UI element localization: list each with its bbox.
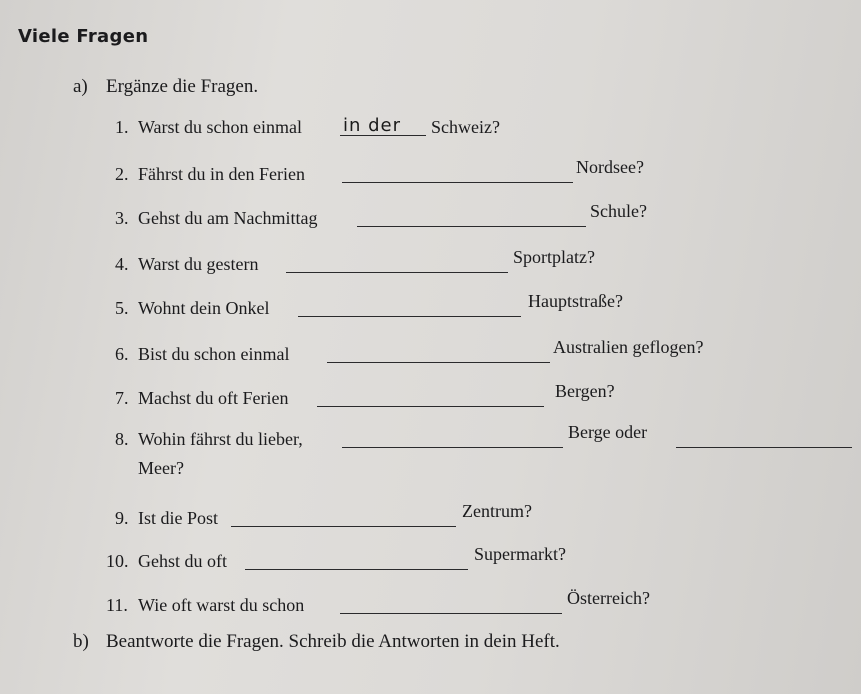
answer-blank[interactable] bbox=[342, 182, 573, 183]
answer-blank[interactable] bbox=[298, 316, 521, 317]
question-3 bbox=[0, 195, 800, 235]
question-suffix: Supermarkt? bbox=[474, 544, 566, 564]
question-text: Warst du gestern bbox=[138, 254, 259, 274]
question-8 bbox=[0, 416, 800, 456]
question-text: Gehst du am Nachmittag bbox=[138, 208, 318, 228]
question-4 bbox=[0, 241, 800, 281]
question-6 bbox=[0, 331, 800, 371]
question-7 bbox=[0, 375, 800, 415]
answer-blank[interactable] bbox=[317, 406, 544, 407]
section-b-text: Beantworte die Fragen. Schreib die Antworten in dein Heft. bbox=[106, 631, 560, 652]
page-title: Viele Fragen bbox=[18, 26, 149, 47]
question-text: Fährst du in den Ferien bbox=[138, 164, 305, 184]
question-suffix: Schule? bbox=[590, 201, 647, 221]
question-suffix: Sportplatz? bbox=[513, 247, 595, 267]
question-suffix: Nordsee? bbox=[576, 157, 644, 177]
question-11 bbox=[0, 582, 800, 622]
section-b-label: b) bbox=[73, 631, 89, 652]
section-b-instruction bbox=[73, 631, 560, 653]
question-continuation: Meer? bbox=[138, 458, 184, 478]
question-number: 5. bbox=[115, 298, 129, 318]
question-number: 6. bbox=[115, 344, 129, 364]
answer-blank[interactable] bbox=[327, 362, 550, 363]
section-a-label: a) bbox=[73, 76, 88, 97]
question-text: Wohnt dein Onkel bbox=[138, 298, 270, 318]
question-suffix: Österreich? bbox=[567, 588, 650, 608]
question-text: Bist du schon einmal bbox=[138, 344, 290, 364]
question-suffix: Hauptstraße? bbox=[528, 291, 623, 311]
question-number: 10. bbox=[106, 551, 129, 571]
question-number: 7. bbox=[115, 388, 129, 408]
answer-blank[interactable] bbox=[231, 526, 456, 527]
answer-blank[interactable] bbox=[286, 272, 508, 273]
section-a-text: Ergänze die Fragen. bbox=[106, 76, 259, 97]
section-a-instruction bbox=[73, 76, 258, 98]
answer-blank[interactable] bbox=[245, 569, 468, 570]
question-number: 9. bbox=[115, 508, 129, 528]
question-number: 1. bbox=[115, 117, 129, 137]
question-text: Ist die Post bbox=[138, 508, 219, 528]
handwritten-answer: in der bbox=[343, 115, 402, 136]
question-suffix: Berge oder bbox=[568, 422, 648, 442]
question-text: Machst du oft Ferien bbox=[138, 388, 289, 408]
question-5 bbox=[0, 285, 800, 325]
answer-blank[interactable] bbox=[340, 613, 562, 614]
answer-blank[interactable] bbox=[676, 447, 852, 448]
question-text: Wohin fährst du lieber, bbox=[138, 429, 303, 449]
question-text: Warst du schon einmal bbox=[138, 117, 303, 137]
answer-blank[interactable] bbox=[342, 447, 563, 448]
question-number: 8. bbox=[115, 429, 129, 449]
question-2 bbox=[0, 151, 800, 191]
question-9 bbox=[0, 495, 800, 535]
question-number: 3. bbox=[115, 208, 129, 228]
question-suffix: Schweiz? bbox=[431, 117, 500, 137]
question-suffix: Australien geflogen? bbox=[553, 337, 704, 357]
question-text: Wie oft warst du schon bbox=[138, 595, 305, 615]
question-number: 2. bbox=[115, 164, 129, 184]
question-10 bbox=[0, 538, 800, 578]
answer-blank[interactable] bbox=[340, 135, 426, 136]
question-text: Gehst du oft bbox=[138, 551, 227, 571]
question-1 bbox=[0, 104, 800, 144]
question-number: 11. bbox=[106, 595, 128, 615]
answer-blank[interactable] bbox=[357, 226, 586, 227]
question-suffix: Bergen? bbox=[555, 381, 615, 401]
question-number: 4. bbox=[115, 254, 129, 274]
question-suffix: Zentrum? bbox=[462, 501, 532, 521]
